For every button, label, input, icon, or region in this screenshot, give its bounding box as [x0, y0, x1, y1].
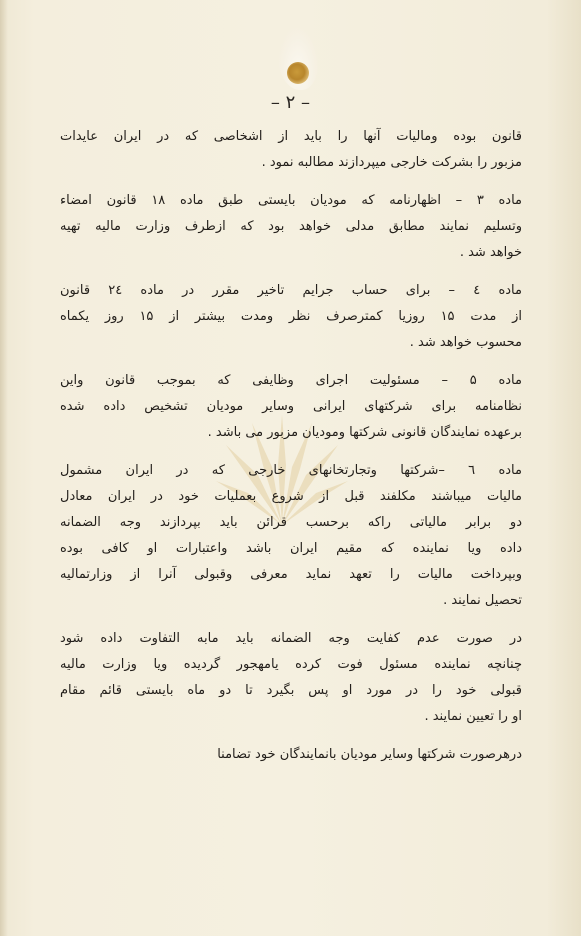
text-line: مالیات میباشند مکلفند قبل از شروع بعملیات خود در ایران معادل [60, 489, 522, 504]
paragraph [60, 124, 522, 176]
paragraph [60, 626, 522, 730]
paper-stain-spot [287, 62, 309, 84]
page-number: – ۲ – [270, 92, 311, 113]
text-line: ماده ٦ –شرکتها وتجارتخانهای خارجی که در ایران مشمول [60, 463, 522, 478]
document-body [60, 124, 522, 780]
paragraph [60, 742, 522, 768]
paragraph [60, 188, 522, 266]
text-line: ماده ۵ – مسئولیت اجرای وظایفی که بموجب قانون واین [60, 373, 522, 388]
text-line: برعهده نمایندگان قانونی شرکتها ومودیان مزبور می باشد . [207, 425, 522, 440]
text-line: قبولی خود را در مورد او پس بگیرد تا دو ماه بایستی قائم مقام [60, 683, 522, 698]
text-line: وتسلیم نمایند مطابق مدلی خواهد بود که ازطرف وزارت مالیه تهیه [60, 219, 522, 234]
text-line: از مدت ۱۵ روزیا کمترصرف نظر ومدت بیشتر از ۱۵ روز یکماه [60, 309, 522, 324]
text-line: نظامنامه برای شرکتهای ایرانی وسایر مودیان تشخیص داده شده [60, 399, 522, 414]
text-line: مزبور را بشرکت خارجی میپردازند مطالبه نمود . [261, 155, 522, 170]
text-line: تحصیل نمایند . [443, 593, 522, 608]
text-line: ماده ٤ – برای حساب جرایم تاخیر مقرر در ماده ۲٤ قانون [60, 283, 522, 298]
text-line: داده ویا نماینده که مقیم ایران باشد واعتبارات او کافی بوده [60, 541, 522, 556]
text-line: دو برابر مالیاتی راکه برحسب قرائن باید بپردازند وجه الضمانه [60, 515, 522, 530]
text-line: خواهد شد . [459, 245, 522, 260]
text-line: درهرصورت شرکتها وسایر مودیان بانمایندگان خود تضامنا [217, 747, 522, 762]
text-line: چنانچه نماینده مسئول فوت کرده یامهجور گردیده ویا وزارت مالیه [60, 657, 522, 672]
paragraph [60, 278, 522, 356]
text-line: قانون بوده ومالیات آنها را باید از اشخاصی که در ایران عایدات [60, 129, 522, 144]
text-line: در صورت عدم کفایت وجه الضمانه باید مابه التفاوت داده شود [60, 631, 522, 646]
text-line: وبپرداخت مالیات را تعهد نماید معرفی وقبولی آنرا از وزارتمالیه [60, 567, 522, 582]
paragraph [60, 368, 522, 446]
paragraph [60, 458, 522, 614]
text-line: ماده ۳ – اظهارنامه که مودیان بایستی طبق ماده ۱۸ قانون امضاء [60, 193, 522, 208]
text-line: محسوب خواهد شد . [409, 335, 522, 350]
page-edge-shadow [0, 0, 8, 936]
text-line: او را تعیین نمایند . [424, 709, 522, 724]
